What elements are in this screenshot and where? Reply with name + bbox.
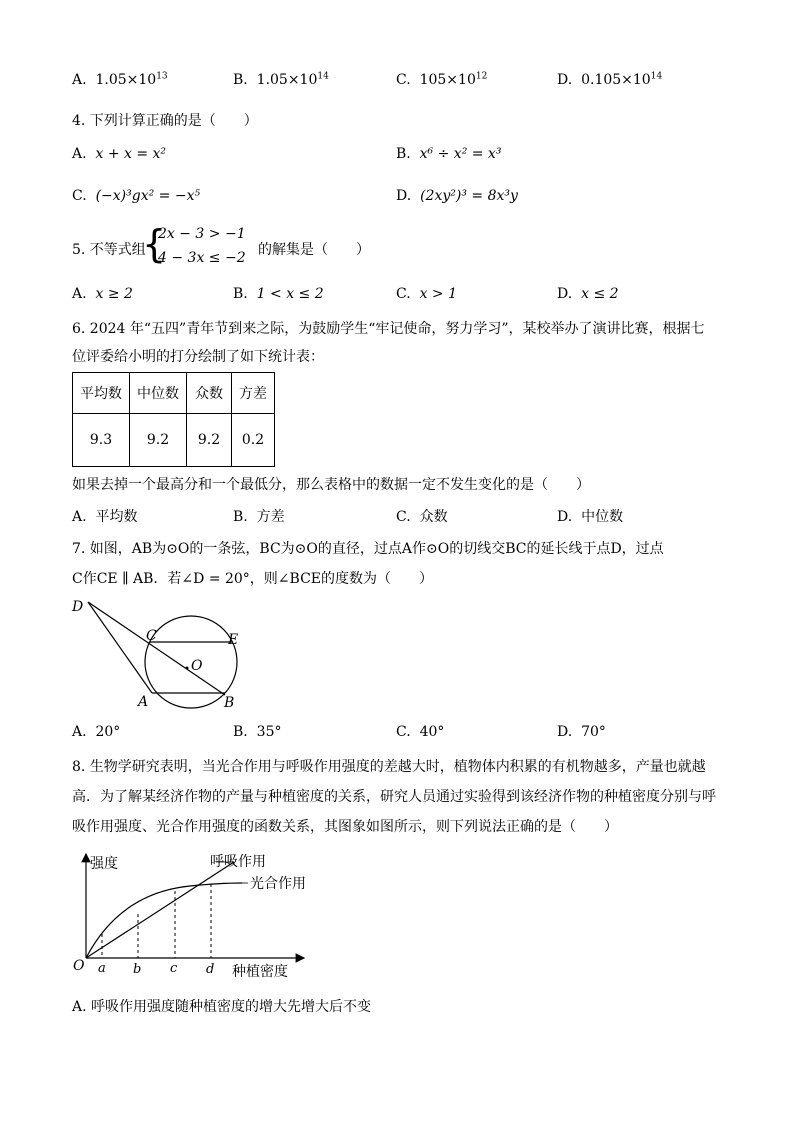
option-text: x + x = x² — [95, 146, 167, 162]
q3-option-b[interactable] — [233, 72, 329, 88]
tangent-da — [88, 602, 152, 693]
intensity-density-graph — [70, 848, 310, 980]
option-text: x > 1 — [419, 286, 458, 302]
option-text: 方差 — [256, 509, 285, 525]
table-cell: 0.2 — [232, 414, 275, 467]
option-letter: D. — [557, 724, 573, 740]
table-row — [73, 414, 275, 467]
option-letter: A. — [72, 509, 87, 525]
option-text: x ≥ 2 — [95, 286, 133, 302]
q7-option-c[interactable] — [396, 724, 444, 740]
option-letter: B. — [396, 146, 411, 162]
option-letter: D. — [557, 509, 573, 525]
option-letter: D. — [396, 188, 412, 204]
q4-option-d[interactable] — [396, 188, 518, 204]
table-cell: 9.3 — [73, 414, 130, 467]
x-axis-label: 种植密度 — [232, 964, 288, 980]
option-text: 105×10 — [419, 72, 476, 88]
table-header-cell: 众数 — [187, 373, 232, 414]
q5-option-c[interactable] — [396, 286, 457, 302]
line-db — [88, 602, 225, 695]
option-text: x ≤ 2 — [581, 286, 619, 302]
q6-option-a[interactable] — [72, 506, 137, 526]
q8-option-a[interactable]: A. 呼吸作用强度随种植密度的增大先增大后不变 — [72, 999, 372, 1015]
q5-inequality-1: 2x − 3 > −1 — [158, 226, 246, 242]
option-text: (2xy²)³ = 8x³y — [420, 188, 518, 204]
option-letter: A. — [72, 146, 87, 162]
q7-stem-line1: 7. 如图，AB为⊙O的一条弦，BC为⊙O的直径，过点A作⊙O的切线交BC的延长线于点D，过点 — [72, 541, 664, 557]
brace-icon: { — [142, 222, 167, 266]
q6-options — [0, 506, 794, 536]
option-text: 0.105×10 — [581, 72, 651, 88]
q4-options-row1 — [0, 146, 794, 176]
option-text: x⁶ ÷ x² = x³ — [419, 146, 502, 162]
label-b: B — [224, 695, 235, 711]
respiration-label: 呼吸作用 — [210, 854, 266, 870]
option-letter: B. — [233, 509, 248, 525]
q4-option-c[interactable] — [72, 188, 200, 204]
q8-stem-line3: 吸作用强度、光合作用强度的函数关系，其图象如图所示，则下列说法正确的是（ ） — [72, 819, 618, 835]
photosynthesis-label: 光合作用 — [250, 876, 306, 892]
table-header-cell: 方差 — [232, 373, 275, 414]
q7-option-a[interactable] — [72, 724, 120, 740]
q4-options-row2 — [0, 188, 794, 218]
option-text: 40° — [419, 724, 445, 740]
q8-stem-line2: 高．为了解某经济作物的产量与种植密度的关系，研究人员通过实验得到该经济作物的种植密度分别与呼 — [72, 789, 716, 805]
q4-option-b[interactable] — [396, 146, 501, 162]
option-exponent: 14 — [650, 71, 663, 82]
label-e: E — [228, 632, 239, 648]
option-letter: D. — [557, 72, 573, 88]
table-cell: 9.2 — [187, 414, 232, 467]
respiration-line — [86, 862, 234, 958]
option-text: 70° — [581, 724, 606, 740]
label-a: A — [138, 694, 149, 710]
option-letter: C. — [396, 509, 411, 525]
option-letter: C. — [396, 724, 411, 740]
q6-option-b[interactable] — [233, 506, 285, 526]
option-letter: C. — [396, 72, 411, 88]
q5-options — [0, 286, 794, 316]
option-text: 1 < x ≤ 2 — [256, 286, 324, 302]
q7-option-d[interactable] — [557, 724, 606, 740]
table-cell: 9.2 — [130, 414, 187, 467]
label-d: D — [72, 599, 84, 615]
q5-option-b[interactable] — [233, 286, 324, 302]
center-point — [186, 667, 189, 670]
q7-options — [0, 724, 794, 754]
option-letter: D. — [557, 286, 573, 302]
q5-option-d[interactable] — [557, 286, 619, 302]
q8-stem-line1: 8. 生物学研究表明，当光合作用与呼吸作用强度的差越大时，植物体内积累的有机物越多，产量也就越 — [72, 759, 706, 775]
q6-option-c[interactable] — [396, 506, 448, 526]
option-text: 平均数 — [95, 509, 138, 525]
option-letter: A. — [72, 724, 87, 740]
tick-label-d: d — [206, 962, 215, 977]
circle-tangent-figure — [66, 594, 252, 718]
tick-label-b: b — [133, 962, 142, 977]
q5-option-a[interactable] — [72, 286, 133, 302]
option-letter: C. — [72, 188, 87, 204]
table-header-cell: 中位数 — [130, 373, 187, 414]
option-letter: A. — [72, 72, 87, 88]
option-letter: C. — [396, 286, 411, 302]
q4-option-a[interactable] — [72, 146, 166, 162]
table-header-row — [73, 373, 275, 414]
q6-stem-line1: 6. 2024 年“五四”青年节到来之际，为鼓励学生“牢记使命，努力学习”，某校举办了演讲比赛，根据七 — [72, 321, 705, 337]
stats-table — [72, 372, 275, 467]
q6-option-d[interactable] — [557, 506, 623, 526]
table-header-cell: 平均数 — [73, 373, 130, 414]
tick-label-a: a — [98, 961, 106, 976]
label-c: C — [146, 628, 157, 644]
option-text: 众数 — [419, 509, 448, 525]
q6-stem-line3: 如果去掉一个最高分和一个最低分，那么表格中的数据一定不发生变化的是（ ） — [72, 477, 590, 493]
q3-options — [0, 72, 794, 102]
photosynthesis-curve — [86, 883, 242, 958]
q5-inequality-2: 4 − 3x ≤ −2 — [158, 250, 246, 266]
option-exponent: 12 — [475, 71, 488, 82]
q6-stem-line2: 位评委给小明的打分绘制了如下统计表： — [72, 349, 324, 365]
q4-stem: 4. 下列计算正确的是（ ） — [72, 113, 258, 129]
origin-label: O — [73, 958, 85, 974]
q7-stem-line2: C作CE ∥ AB．若∠D = 20°，则∠BCE的度数为（ ） — [72, 571, 434, 587]
option-exponent: 14 — [317, 71, 329, 82]
option-letter: B. — [233, 72, 248, 88]
option-text: 1.05×10 — [256, 72, 318, 88]
y-axis-label: 强度 — [90, 856, 118, 872]
q5-stem-suffix: 的解集是（ ） — [258, 242, 370, 258]
option-text: 中位数 — [581, 509, 624, 525]
tick-label-c: c — [170, 961, 178, 976]
q5-stem-prefix: 5. 不等式组 — [72, 242, 146, 258]
option-text: (−x)³gx² = −x⁵ — [95, 188, 201, 204]
label-o: O — [191, 658, 203, 674]
option-text: 35° — [256, 724, 282, 740]
q3-option-a[interactable] — [72, 72, 168, 88]
option-letter: A. — [72, 286, 87, 302]
q3-option-c[interactable] — [396, 72, 487, 88]
option-text: 20° — [95, 724, 121, 740]
option-exponent: 13 — [156, 71, 168, 82]
option-letter: B. — [233, 286, 248, 302]
q3-option-d[interactable] — [557, 72, 662, 88]
option-text: 1.05×10 — [95, 72, 157, 88]
q7-option-b[interactable] — [233, 724, 281, 740]
option-letter: B. — [233, 724, 248, 740]
